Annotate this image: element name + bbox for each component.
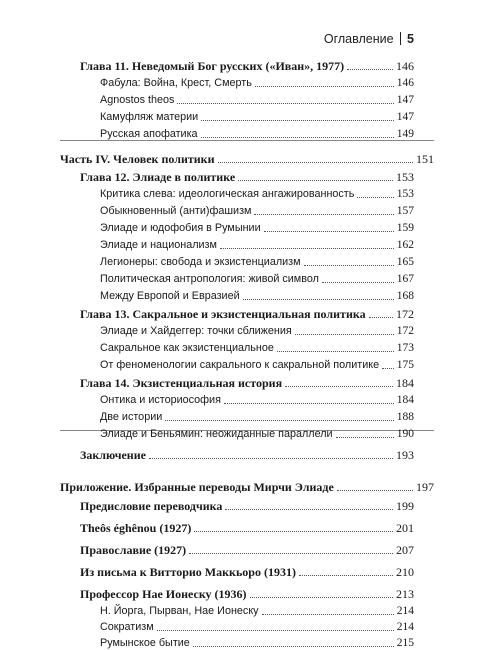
toc-leader-dots — [238, 180, 393, 181]
toc-entry-page: 213 — [396, 587, 414, 601]
toc-entry-title: Румынское бытие — [100, 637, 190, 649]
toc-entry-title: Обыкновенный (анти)фашизм — [100, 205, 252, 217]
toc-entry-page: 214 — [396, 605, 414, 617]
toc-entry-title: Заключение — [80, 448, 146, 462]
toc-part-entry — [60, 478, 434, 494]
toc-entry-page: 172 — [396, 325, 414, 337]
toc-section-entry — [100, 634, 414, 650]
toc-chapter-entry — [80, 446, 414, 462]
toc-section-entry — [100, 356, 414, 372]
toc-entry-title: Элиаде и юдофобия в Румынии — [100, 222, 261, 234]
toc-leader-dots — [264, 231, 394, 232]
toc-leader-dots — [255, 86, 394, 87]
toc-entry-title: Элиаде и Хайдеггер: точки сближения — [100, 325, 292, 337]
toc-entry-page: 172 — [396, 307, 414, 321]
toc-entry-title: Глава 13. Сакральное и экзистенциальная политика — [80, 307, 366, 321]
toc-entry-title: Русская апофатика — [100, 128, 198, 140]
toc-entry-page: 184 — [396, 394, 414, 406]
toc-leader-dots — [295, 334, 394, 335]
toc-section-entry — [100, 322, 414, 338]
toc-leader-dots — [201, 137, 394, 138]
toc-section-entry — [100, 287, 414, 303]
toc-leader-dots — [254, 214, 393, 215]
toc-entry-title: Theôs éghênou (1927) — [80, 521, 192, 535]
toc-leader-dots — [336, 437, 394, 438]
toc-entry-title: Онтика и историософия — [100, 394, 221, 406]
toc-section-entry — [100, 219, 414, 235]
toc-leader-dots — [369, 317, 393, 318]
toc-section-entry — [100, 185, 414, 201]
toc-entry-page: 167 — [396, 273, 414, 285]
toc-section-entry — [100, 74, 414, 90]
toc-entry-page: 153 — [396, 188, 414, 200]
toc-entry-page: 146 — [396, 59, 414, 73]
toc-chapter-entry — [80, 374, 414, 390]
running-head-page-number: 5 — [407, 32, 414, 46]
toc-entry-title: Н. Йорга, Пырван, Нае Ионеску — [100, 605, 259, 617]
toc-entry-title: Две истории — [100, 411, 163, 423]
running-head-separator — [400, 32, 402, 45]
toc-entry-title: Элиаде и Беньямин: неожиданные параллели — [100, 428, 333, 440]
toc-section-entry — [100, 91, 414, 107]
toc-leader-dots — [225, 509, 393, 510]
toc-leader-dots — [347, 69, 393, 70]
toc-section-entry — [100, 618, 414, 634]
toc-entry-page: 215 — [396, 637, 414, 649]
toc-entry-page: 175 — [396, 359, 414, 371]
toc-leader-dots — [220, 248, 394, 249]
toc-entry-title: Профессор Нае Ионеску (1936) — [80, 587, 247, 601]
toc-chapter-entry — [80, 585, 414, 601]
toc-chapter-entry — [80, 497, 414, 513]
toc-leader-dots — [299, 575, 393, 576]
toc-entry-page: 197 — [416, 480, 434, 494]
toc-leader-dots — [218, 162, 414, 163]
toc-entry-page: 184 — [396, 376, 414, 390]
toc-chapter-entry — [80, 519, 414, 535]
toc-entry-title: Легионеры: свобода и экзистенциализм — [100, 256, 301, 268]
toc-entry-title: Глава 12. Элиаде в политике — [80, 170, 236, 184]
toc-entry-page: 188 — [396, 411, 414, 423]
toc-entry-title: Часть IV. Человек политики — [60, 152, 215, 166]
toc-entry-title: Предисловие переводчика — [80, 499, 223, 513]
toc-entry-title: Из письма к Витторио Маккьоро (1931) — [80, 565, 296, 579]
toc-leader-dots — [337, 490, 413, 491]
toc-section-entry — [100, 391, 414, 407]
toc-entry-page: 214 — [396, 621, 414, 633]
toc-entry-page: 207 — [396, 543, 414, 557]
toc-leader-dots — [189, 553, 393, 554]
toc-entry-page: 199 — [396, 499, 414, 513]
toc-entry-title: Камуфляж материи — [100, 111, 199, 123]
toc-leader-dots — [149, 458, 393, 459]
toc-entry-page: 147 — [396, 111, 414, 123]
toc-entry-page: 201 — [396, 521, 414, 535]
toc-entry-page: 193 — [396, 448, 414, 462]
toc-entry-page: 165 — [396, 256, 414, 268]
toc-entry-title: Agnostos theos — [100, 94, 175, 106]
toc-entry-title: Политическая антропология: живой символ — [100, 273, 319, 285]
toc-section-entry — [100, 108, 414, 124]
toc-entry-page: 210 — [396, 565, 414, 579]
toc-chapter-entry — [80, 305, 414, 321]
toc-entry-page: 153 — [396, 170, 414, 184]
toc-section-entry — [100, 602, 414, 618]
toc-entry-page: 173 — [396, 342, 414, 354]
toc-leader-dots — [194, 531, 393, 532]
toc-entry-title: Сакральное как экзистенциальное — [100, 342, 274, 354]
toc-leader-dots — [285, 386, 393, 387]
toc-entry-page: 157 — [396, 205, 414, 217]
toc-entry-title: Элиаде и национализм — [100, 239, 217, 251]
toc-entry-title: Глава 11. Неведомый Бог русских («Иван», 1977) — [80, 59, 345, 73]
toc-leader-dots — [277, 351, 394, 352]
toc-section-entry — [100, 253, 414, 269]
toc-leader-dots — [304, 265, 394, 266]
toc-section-entry — [100, 408, 414, 424]
toc-entry-page: 151 — [416, 152, 434, 166]
toc-entry-title: Фабула: Война, Крест, Смерть — [100, 77, 252, 89]
toc-leader-dots — [201, 120, 394, 121]
toc-section-entry — [100, 202, 414, 218]
toc-entry-title: Критика слева: идеологическая ангажированность — [100, 188, 355, 200]
toc-leader-dots — [357, 197, 393, 198]
running-head — [324, 32, 414, 46]
toc-section-entry — [100, 125, 414, 141]
toc-entry-page: 168 — [396, 290, 414, 302]
toc-leader-dots — [322, 282, 394, 283]
toc-chapter-entry — [80, 57, 414, 73]
toc-entry-title: Приложение. Избранные переводы Мирчи Элиаде — [60, 480, 334, 494]
running-head-title: Оглавление — [323, 32, 394, 46]
toc-leader-dots — [262, 614, 394, 615]
toc-entry-title: Православие (1927) — [80, 543, 187, 557]
toc-entry-title: От феноменологии сакрального к сакральной политике — [100, 359, 380, 371]
toc-entry-page: 190 — [396, 428, 414, 440]
toc-entry-page: 149 — [396, 128, 414, 140]
toc-entry-title: Между Европой и Евразией — [100, 290, 240, 302]
toc-entry-title: Глава 14. Экзистенциальная история — [80, 376, 283, 390]
toc-leader-dots — [193, 646, 394, 647]
toc-leader-dots — [224, 403, 394, 404]
toc-section-entry — [100, 236, 414, 252]
toc-leader-dots — [382, 368, 394, 369]
toc-entry-page: 162 — [396, 239, 414, 251]
toc-leader-dots — [250, 597, 393, 598]
toc-entry-title: Сократизм — [100, 621, 154, 633]
toc-section-entry — [100, 425, 414, 441]
toc-leader-dots — [157, 630, 394, 631]
toc-leader-dots — [165, 420, 393, 421]
toc-section-entry — [100, 339, 414, 355]
toc-entry-page: 159 — [396, 222, 414, 234]
toc-chapter-entry — [80, 541, 414, 557]
toc-entry-page: 146 — [396, 77, 414, 89]
toc-chapter-entry — [80, 168, 414, 184]
toc-leader-dots — [243, 299, 394, 300]
toc-leader-dots — [177, 103, 393, 104]
toc-entry-page: 147 — [396, 94, 414, 106]
toc-section-entry — [100, 270, 414, 286]
toc-chapter-entry — [80, 563, 414, 579]
toc-part-entry — [60, 150, 434, 166]
